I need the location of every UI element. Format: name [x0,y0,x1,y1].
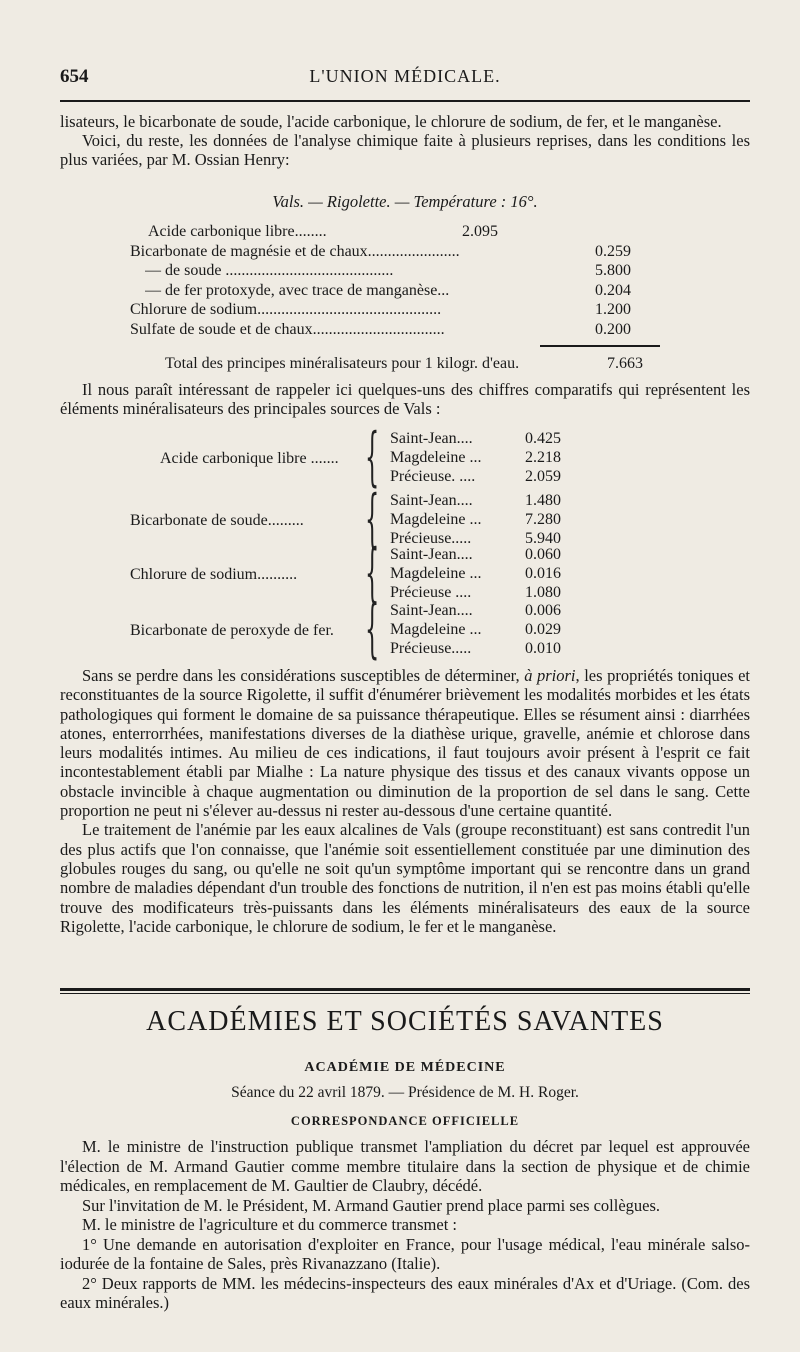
section-paragraph-2: Sur l'invitation de M. le Président, M. Armand Gautier prend place parmi ses collègues. [82,1195,661,1215]
source-value: 0.016 [525,565,561,582]
section-rule-bottom [60,993,750,994]
source-value: 5.940 [525,530,561,547]
source-name: Magdeleine ... [390,511,482,528]
source-name: Précieuse..... [390,530,472,547]
page-header [60,62,750,92]
group-label: Chlorure de sodium.......... [130,566,298,583]
group-label: Bicarbonate de peroxyde de fer. [130,622,334,639]
group-label: Acide carbonique libre ....... [160,450,339,467]
source-value: 0.029 [525,621,561,638]
source-name: Précieuse .... [390,584,472,601]
comparison-group [60,420,750,494]
brace: { [365,592,380,666]
intro-line-1: lisateurs, le bicarbonate de soude, l'acide carbonique, le chlorure de sodium, de fer, et le manganèse. [60,112,722,131]
analysis-label: — de fer protoxyde, avec trace de manganèse... [145,281,450,299]
analysis-table [60,222,750,339]
section-item-1: 1° Une demande en autorisation d'exploiter en France, pour l'usage médical, l'eau minérale salso-iodurée de la fontaine de Sales, près Rivanazzano (Italie). [60,1234,750,1273]
source-value: 1.080 [525,584,561,601]
source-value: 0.060 [525,546,561,563]
source-value: 0.010 [525,640,561,657]
group-label: Bicarbonate de soude......... [130,512,304,529]
section-item-2: 2° Deux rapports de MM. les médecins-inspecteurs des eaux minérales d'Ax et d'Uriage. (Com. des eaux minérales.) [60,1273,750,1312]
analysis-value: 1.200 [595,301,631,318]
source-value: 1.480 [525,492,561,509]
analysis-heading: Vals. — Rigolette. — Température : 16°. [272,192,538,211]
source-value: 7.280 [525,511,561,528]
analysis-value: 2.095 [462,223,498,240]
para1-emphasis: à priori [524,666,576,685]
analysis-row [60,281,750,301]
correspondence-heading: CORRESPONDANCE OFFICIELLE [290,1114,520,1128]
brace: { [365,482,380,556]
total-rule [540,345,660,347]
analysis-row [60,242,750,262]
page-number: 654 [60,66,89,87]
analysis-row [60,261,750,281]
analysis-value: 0.200 [595,320,631,338]
analysis-row [60,300,750,320]
source-name: Saint-Jean.... [390,430,473,447]
analysis-row [60,320,750,340]
source-name: Magdeleine ... [390,565,482,582]
source-name: Magdeleine ... [390,621,482,638]
intro-line-2: Voici, du reste, les données de l'analyse chimique faite à plusieurs reprises, dans les conditions les plus variées, par M. Ossian Henry: [60,131,750,169]
total-label: Total des principes minéralisateurs pour 1 kilogr. d'eau. [165,355,520,372]
brace: { [365,420,380,494]
source-name: Précieuse..... [390,640,472,657]
analysis-row [60,222,750,242]
para1-part-b: , les propriétés toniques et reconstituantes de la source Rigolette, il suffit d'énumérer brièvement les modalités morbides et les états pathologiques qui forment le domaine de sa puissance thérapeutique. Elles se résument ainsi : diarrhées atones, enterrorrhées, manifestations diverses de la diathèse urique, gravelle, anémie et chlorose dans leurs modalités intimes. Au milieu de ces indications, il faut toujours avoir présent à l'esprit ce fait incontestablement établi par Mialhe : La nature physique des tissus et des canaux vivants oppose un obstacle invincible à chaque augmentation ou diminution de la proportion de sel dans le sang. Cette proportion ne peut ni s'élever au-dessus ni rester au-dessous d'une certaine quantité. [60,666,750,821]
section-rule-top [60,988,750,991]
session-line: Séance du 22 avril 1879. — Présidence de M. H. Roger. [231,1084,579,1101]
para1-part-a: Sans se perdre dans les considérations susceptibles de déterminer, [82,666,525,685]
analysis-label: Chlorure de sodium.............................................. [130,301,442,318]
analysis-value: 5.800 [595,262,631,279]
intro-text [60,112,750,169]
analysis-value: 0.204 [595,281,631,299]
source-name: Magdeleine ... [390,449,482,466]
source-value: 2.059 [525,468,561,485]
header-rule [60,100,750,102]
analysis-label: — de soude .......................................... [145,262,394,279]
analysis-value: 0.259 [595,242,631,260]
body-paragraph-2: Le traitement de l'anémie par les eaux alcalines de Vals (groupe reconstituant) est sans contredit l'un des plus actifs que l'on connaisse, que l'anémie soit essentiellement constituée par une diminution des globules rouges du sang, ou qu'elle ne soit qu'un symptôme important qui se rencontre dans un grand nombre de maladies dépendant d'un trouble des fonctions de nutrition, il n'en est pas moins établi qu'elle trouve des modificateurs très-puissants dans les éléments minéralisateurs des eaux de la source Rigolette, l'acide carbonique, le chlorure de sodium, le fer et le manganèse. [60,820,750,936]
total-value: 7.663 [607,355,643,372]
section-text [60,1137,750,1313]
source-name: Saint-Jean.... [390,492,473,509]
analysis-label: Sulfate de soude et de chaux................................. [130,320,445,338]
source-value: 0.006 [525,602,561,619]
source-name: Précieuse. .... [390,468,476,485]
comparison-intro [60,380,750,418]
body-text [60,666,750,936]
body-paragraph-1 [60,666,750,820]
section-paragraph-3: M. le ministre de l'agriculture et du commerce transmet : [82,1215,458,1234]
section-subtitle: ACADÉMIE DE MÉDECINE [304,1060,506,1075]
source-value: 0.425 [525,430,561,447]
source-value: 2.218 [525,449,561,466]
analysis-label: Acide carbonique libre........ [148,223,327,240]
analysis-label: Bicarbonate de magnésie et de chaux....................... [130,242,460,260]
journal-title: L'UNION MÉDICALE. [309,66,501,86]
brace: { [365,536,380,610]
analysis-total [60,354,750,374]
section-paragraph-1: M. le ministre de l'instruction publique transmet l'ampliation du décret par lequel est approuvée l'élection de M. Armand Gautier comme membre titulaire dans la section de physique et de chimie médicales, en remplacement de M. Gaultier de Claubry, décédé. [60,1137,750,1195]
source-name: Saint-Jean.... [390,602,473,619]
source-name: Saint-Jean.... [390,546,473,563]
comparison-intro-text: Il nous paraît intéressant de rappeler ici quelques-uns des chiffres comparatifs qui représentent les éléments minéralisateurs des principales sources de Vals : [60,380,750,418]
section-title: ACADÉMIES ET SOCIÉTÉS SAVANTES [146,1006,664,1037]
